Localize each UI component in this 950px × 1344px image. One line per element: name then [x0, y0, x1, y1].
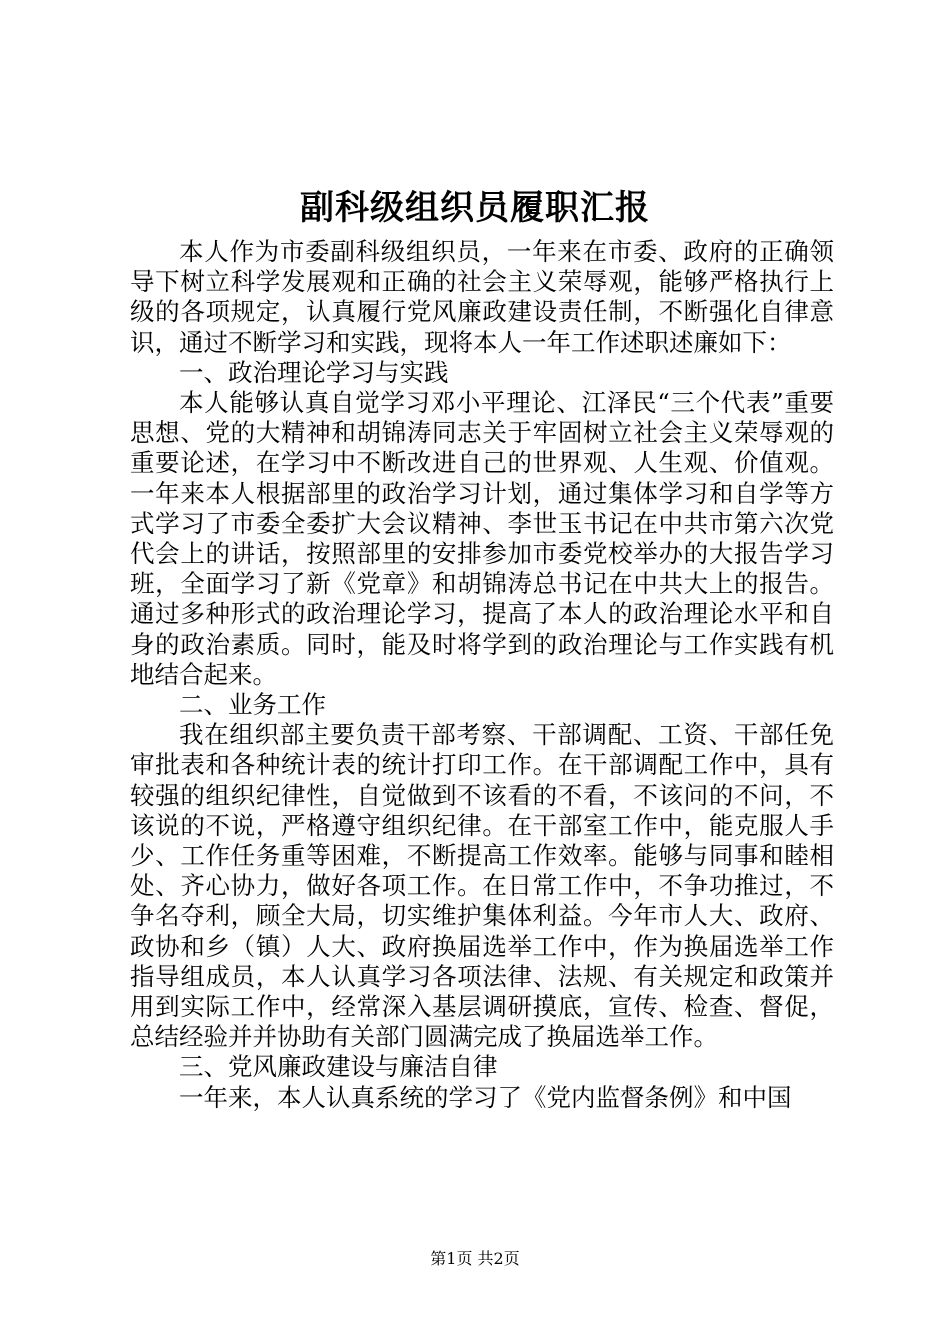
section-paragraph-3: 一年来，本人认真系统的学习了《党内监督条例》和中国 [179, 1082, 792, 1112]
section-paragraph-1: 本人能够认真自觉学习邓小平理论、江泽民“三个代表”重要思想、党的大精神和胡锦涛同志关于牢固树立社会主义荣辱观的重要论述，在学习中不断改进自己的世界观、人生观、价值观。一年来本人根据部里的政治学习计划，通过集体学习和自学等方式学习了市委全委扩大会议精神、李世玉书记在中共市第六次党代会上的讲话，按照部里的安排参加市委党校举办的大报告学习班，全面学习了新《党章》和胡锦涛总书记在中共大上的报告。通过多种形式的政治理论学习，提高了本人的政治理论水平和自身的政治素质。同时，能及时将学到的政治理论与工作实践有机地结合起来。 [130, 388, 834, 689]
section-heading-3: 三、党风廉政建设与廉洁自律 [179, 1052, 498, 1082]
document-body [130, 237, 834, 1113]
intro-paragraph: 本人作为市委副科级组织员，一年来在市委、政府的正确领导下树立科学发展观和正确的社会主义荣辱观，能够严格执行上级的各项规定，认真履行党风廉政建设责任制，不断强化自律意识，通过不断学习和实践，现将本人一年工作述职述廉如下： [130, 237, 834, 357]
section-heading-1: 一、政治理论学习与实践 [179, 357, 449, 387]
page-footer: 第1页 共2页 [430, 1249, 520, 1268]
document-title: 副科级组织员履职汇报 [300, 188, 650, 228]
section-heading-2: 二、业务工作 [179, 690, 326, 720]
section-paragraph-2: 我在组织部主要负责干部考察、干部调配、工资、干部任免审批表和各种统计表的统计打印工作。在干部调配工作中，具有较强的组织纪律性，自觉做到不该看的不看，不该问的不问，不该说的不说，严格遵守组织纪律。在干部室工作中，能克服人手少、工作任务重等困难，不断提高工作效率。能够与同事和睦相处、齐心协力，做好各项工作。在日常工作中，不争功推过，不争名夺利，顾全大局，切实维护集体利益。今年市人大、政府、政协和乡（镇）人大、政府换届选举工作中，作为换届选举工作指导组成员，本人认真学习各项法律、法规、有关规定和政策并用到实际工作中，经常深入基层调研摸底，宣传、检查、督促，总结经验并并协助有关部门圆满完成了换届选举工作。 [130, 720, 834, 1052]
